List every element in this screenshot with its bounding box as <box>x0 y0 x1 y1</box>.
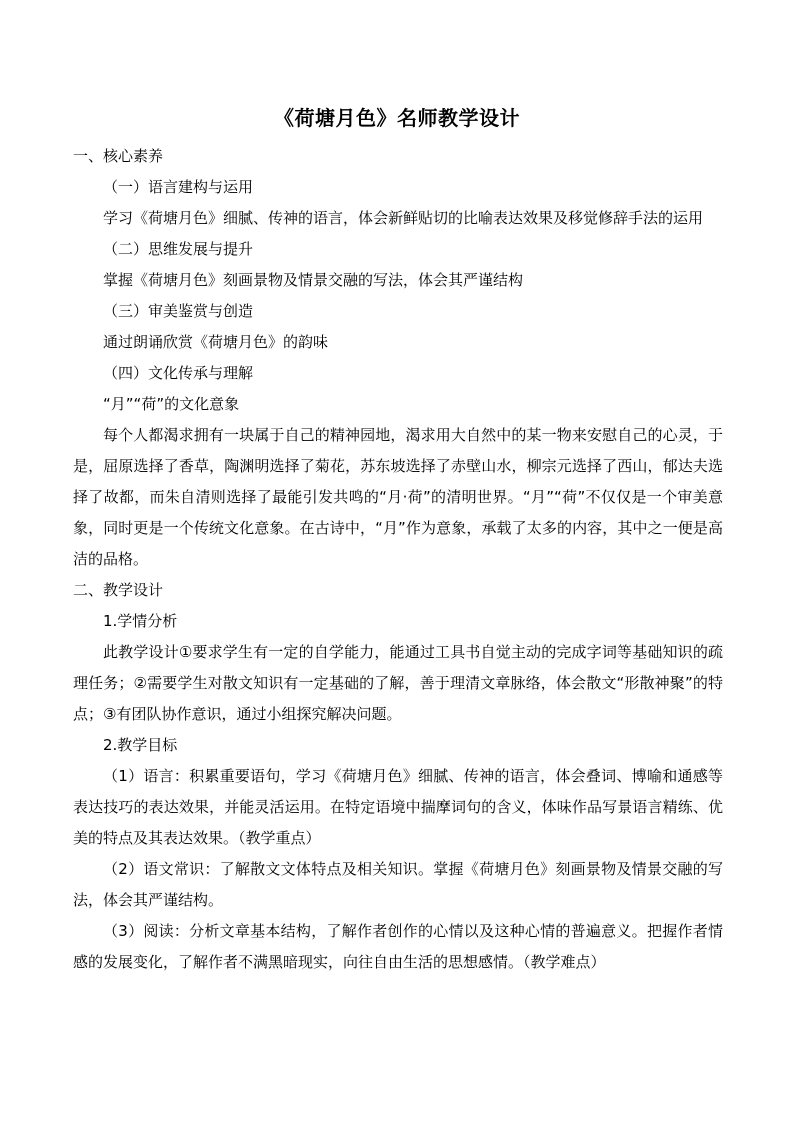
document-title: 《荷塘月色》名师教学设计 <box>274 106 520 130</box>
section-heading-core-literacy: 一、核心素养 <box>73 147 164 165</box>
subheading-thinking: （二）思维发展与提升 <box>103 240 254 258</box>
paragraph-language: 学习《荷塘月色》细腻、传神的语言，体会新鲜贴切的比喻表达效果及移觉修辞手法的运用 <box>103 209 704 227</box>
paragraph-culture-body: 每个人都渴求拥有一块属于自己的精神园地，渴求用大自然中的某一物来安慰自己的心灵，于是，屈原选择了香草，陶渊明选择了菊花，苏东坡选择了赤壁山水，柳宗元选择了西山，郁达夫选择了故都，而朱自清则选择了最能引发共鸣的“月·荷”的清明世界。“月”“荷”不仅仅是一个审美意象，同时更是一个传统文化意象。在古诗中，“月”作为意象，承载了太多的内容，其中之一便是高洁的品格。 <box>73 426 723 568</box>
section-heading-teaching-design: 二、教学设计 <box>73 581 164 599</box>
subheading-student-analysis: 1.学情分析 <box>103 612 178 630</box>
subheading-language: （一）语言建构与运用 <box>103 178 254 196</box>
paragraph-aesthetics: 通过朗诵欣赏《荷塘月色》的韵味 <box>103 333 329 351</box>
paragraph-goal-2: （2）语文常识：了解散文文体特点及相关知识。掌握《荷塘月色》刻画景物及情景交融的写法，体会其严谨结构。 <box>73 860 723 909</box>
document-body <box>73 141 723 978</box>
paragraph-goal-3: （3）阅读：分析文章基本结构，了解作者创作的心情以及这种心情的普遍意义。把握作者情感的发展变化，了解作者不满黑暗现实，向往自由生活的思想感情。（教学难点） <box>73 922 723 971</box>
paragraph-goal-1: （1）语言：积累重要语句，学习《荷塘月色》细腻、传神的语言，体会叠词、博喻和通感等表达技巧的表达效果，并能灵活运用。在特定语境中揣摩词句的含义，体味作品写景语言精练、优美的特点及其表达效果。（教学重点） <box>73 767 723 847</box>
subheading-teaching-goals: 2.教学目标 <box>103 736 178 754</box>
paragraph-culture-topic: “月”“荷”的文化意象 <box>103 395 240 413</box>
paragraph-student-analysis: 此教学设计①要求学生有一定的自学能力，能通过工具书自觉主动的完成字词等基础知识的疏理任务；②需要学生对散文知识有一定基础的了解，善于理清文章脉络，体会散文“形散神聚”的特点；③有团队协作意识，通过小组探究解决问题。 <box>73 643 723 723</box>
paragraph-thinking: 掌握《荷塘月色》刻画景物及情景交融的写法，体会其严谨结构 <box>103 271 524 289</box>
subheading-culture: （四）文化传承与理解 <box>103 364 254 382</box>
subheading-aesthetics: （三）审美鉴赏与创造 <box>103 302 254 320</box>
